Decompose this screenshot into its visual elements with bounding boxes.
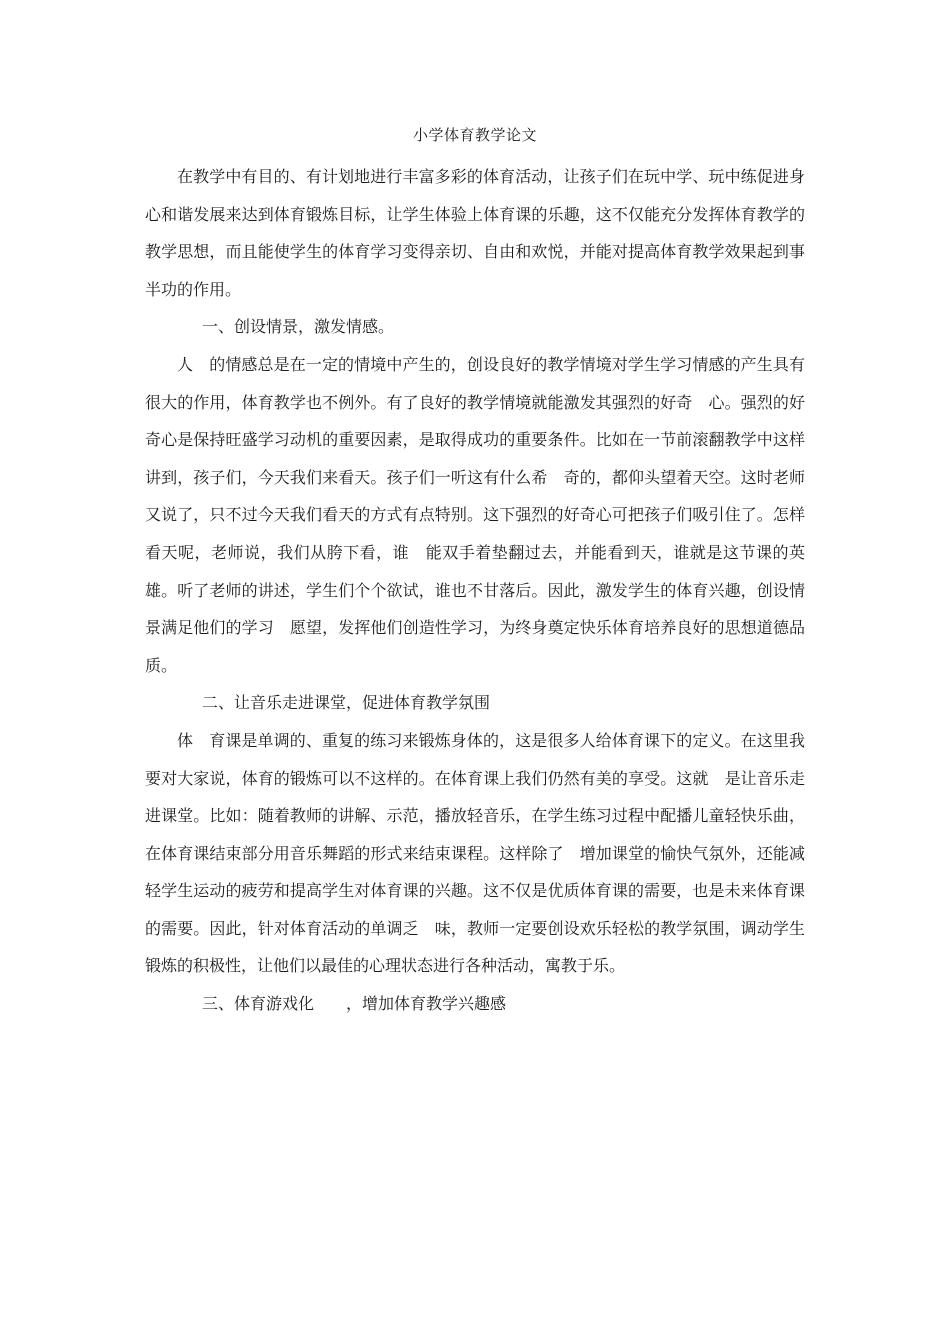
section-2-paragraph: 体 育课是单调的、重复的练习来锻炼身体的，这是很多人给体育课下的定义。在这里我要对大家说，体育的锻炼可以不这样的。在体育课上我们仍然有美的享受。这就 是让音乐走进课堂。比如：随着教师的讲解、示范，播放轻音乐，在学生练习过程中配播儿童轻快乐曲，在体育课结束部分用音乐舞蹈的形式来结束课程。这样除了 增加课堂的愉快气氛外，还能减轻学生运动的疲劳和提高学生对体育课的兴趣。这不仅是优质体育课的需要，也是未来体育课的需要。因此，针对体育活动的单调乏 味，教师一定要创设欢乐轻松的教学氛围，调动学生锻炼的积极性，让他们以最佳的心理状态进行各种活动，寓教于乐。 <box>145 730 805 976</box>
section-1-paragraph: 人 的情感总是在一定的情境中产生的，创设良好的教学情境对学生学习情感的产生具有很大的作用，体育教学也不例外。有了良好的教学情境就能激发其强烈的好奇 心。强烈的好奇心是保持旺盛学习动机的重要因素，是取得成功的重要条件。比如在一节前滚翻教学中这样讲到，孩子们，今天我们来看天。孩子们一听这有什么希 奇的，都仰头望着天空。这时老师又说了，只不过今天我们看天的方式有点特别。这下强烈的好奇心可把孩子们吸引住了。怎样看天呢，老师说，我们从胯下看，谁 能双手着垫翻过去，并能看到天，谁就是这节课的英雄。听了老师的讲述，学生们个个欲试，谁也不甘落后。因此，激发学生的体育兴趣，创设情景满足他们的学习 愿望，发挥他们创造性学习，为终身奠定快乐体育培养良好的思想道德品质。 <box>145 354 805 675</box>
section-heading-3: 三、体育游戏化 ，增加体育教学兴趣感 <box>202 994 507 1014</box>
document-title: 小学体育教学论文 <box>412 126 537 144</box>
document-body <box>145 158 805 1023</box>
section-heading-2: 二、让音乐走进课堂，促进体育教学氛围 <box>202 693 491 713</box>
section-heading-1: 一、创设情景，激发情感。 <box>202 317 395 337</box>
intro-paragraph: 在教学中有目的、有计划地进行丰富多彩的体育活动，让孩子们在玩中学、玩中练促进身心和谐发展来达到体育锻炼目标，让学生体验上体育课的乐趣，这不仅能充分发挥体育教学的教学思想，而且能使学生的体育学习变得亲切、自由和欢悦，并能对提高体育教学效果起到事半功的作用。 <box>145 167 805 299</box>
